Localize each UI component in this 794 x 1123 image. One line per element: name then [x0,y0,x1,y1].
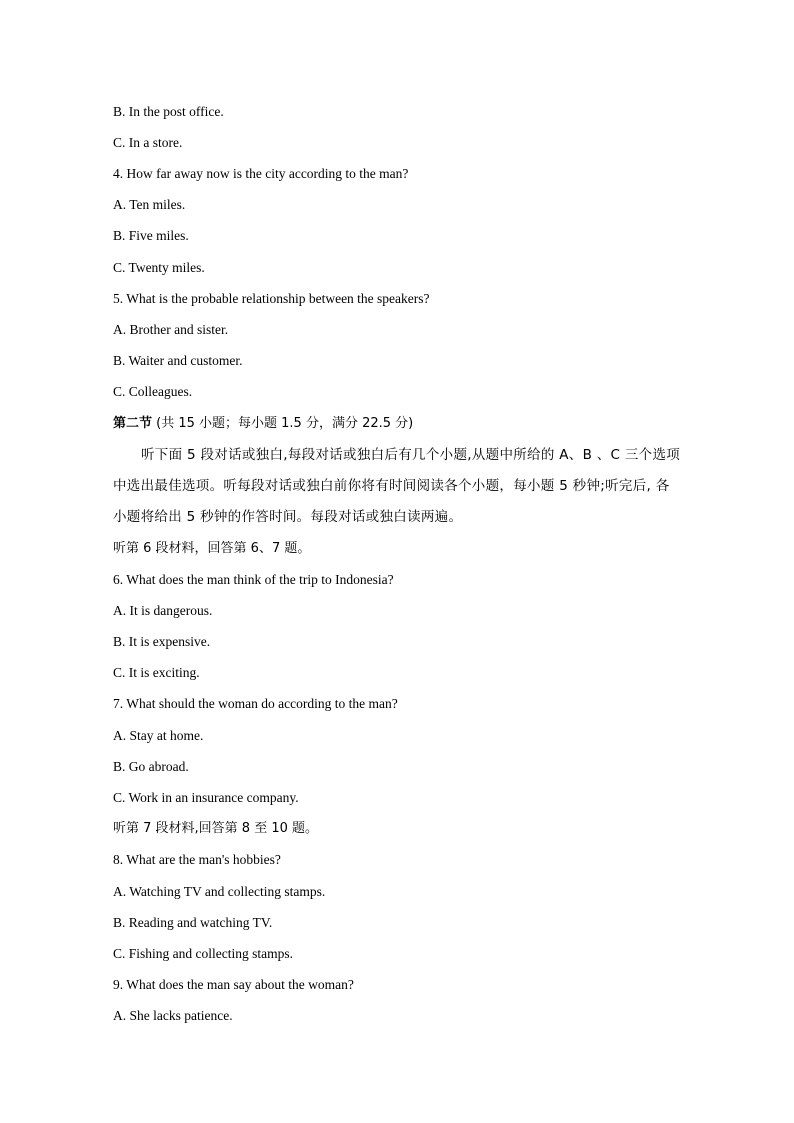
instructions-line-2: 中选出最佳选项。听每段对话或独白前你将有时间阅读各个小题，每小题 5 秒钟;听完后, 各 [113,478,670,494]
question-8: 8. What are the man's hobbies? [113,852,281,867]
option-7a: A. Stay at home. [113,728,204,743]
option-7c: C. Work in an insurance company. [113,790,299,805]
option-5a: A. Brother and sister. [113,322,229,337]
material-7-heading: 听第 7 段材料,回答第 8 至 10 题。 [113,821,319,836]
instructions-line-1: 听下面 5 段对话或独白,每段对话或独白后有几个小题,从题中所给的 A、B 、C 三个选项 [141,447,681,463]
question-6: 6. What does the man think of the trip to Indonesia? [113,572,394,587]
option-3c: C. In a store. [113,135,183,150]
option-7b: B. Go abroad. [113,759,189,774]
section-title: 第二节 [113,416,153,431]
option-8c: C. Fishing and collecting stamps. [113,946,293,961]
question-4: 4. How far away now is the city according to the man? [113,166,409,181]
option-6a: A. It is dangerous. [113,603,213,618]
section-heading [113,414,413,433]
option-6b: B. It is expensive. [113,634,211,649]
section-subtitle: (共 15 小题；每小题 1.5 分，满分 22.5 分) [152,416,414,431]
option-6c: C. It is exciting. [113,665,200,680]
question-5: 5. What is the probable relationship between the speakers? [113,291,430,306]
material-6-heading: 听第 6 段材料，回答第 6、7 题。 [113,541,311,556]
option-4a: A. Ten miles. [113,197,186,212]
question-9: 9. What does the man say about the woman? [113,977,354,992]
question-7: 7. What should the woman do according to the man? [113,696,398,711]
option-9a: A. She lacks patience. [113,1008,233,1023]
option-5b: B. Waiter and customer. [113,353,243,368]
option-8b: B. Reading and watching TV. [113,915,273,930]
instructions-line-3: 小题将给出 5 秒钟的作答时间。每段对话或独白读两遍。 [113,509,463,525]
option-8a: A. Watching TV and collecting stamps. [113,884,326,899]
option-4b: B. Five miles. [113,228,189,243]
option-4c: C. Twenty miles. [113,260,205,275]
option-5c: C. Colleagues. [113,384,193,399]
option-3b: B. In the post office. [113,104,224,119]
